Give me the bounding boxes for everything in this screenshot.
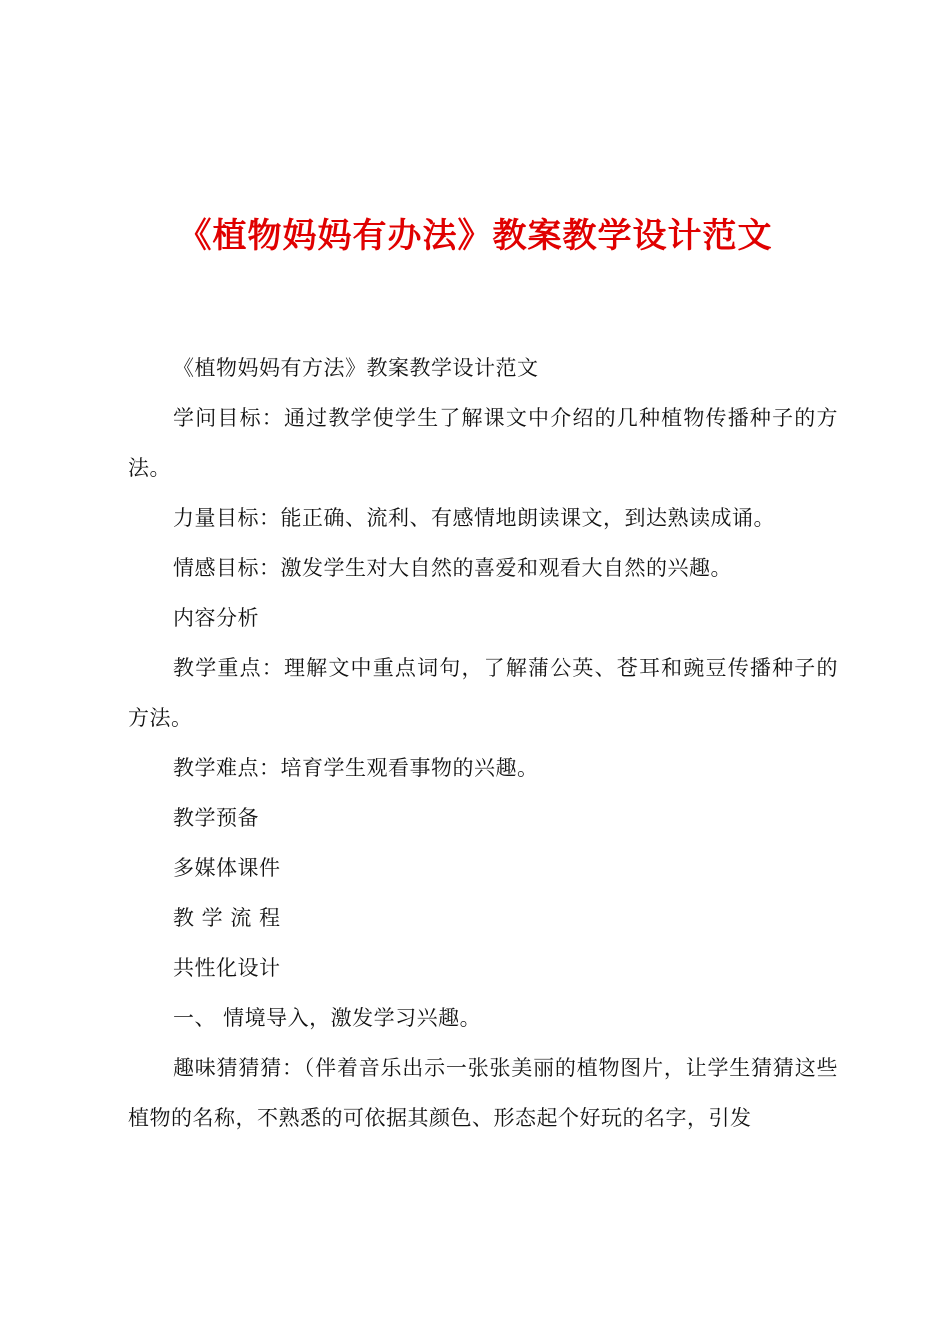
- section-heading: 教学预备: [173, 806, 259, 830]
- paragraph: 多媒体课件: [173, 856, 281, 880]
- paragraph: 力量目标：能正确、流利、有感情地朗读课文，到达熟读成诵。: [173, 506, 775, 530]
- section-heading: 教 学 流 程: [173, 906, 281, 930]
- paragraph: 教学难点：培育学生观看事物的兴趣。: [173, 756, 539, 780]
- document-title: 《植物妈妈有办法》教案教学设计范文: [177, 216, 773, 256]
- paragraph: 《植物妈妈有方法》教案教学设计范文: [173, 356, 539, 380]
- paragraph: 趣味猜猜猜：（伴着音乐出示一张张美丽的植物图片，让学生猜猜这些植物的名称，不熟悉的可依据其颜色、形态起个好玩的名字，引发: [128, 1056, 838, 1130]
- paragraph: 情感目标：激发学生对大自然的喜爱和观看大自然的兴趣。: [173, 556, 732, 580]
- paragraph: 学问目标：通过教学使学生了解课文中介绍的几种植物传播种子的方法。: [128, 406, 838, 480]
- section-heading: 一、 情境导入，激发学习兴趣。: [173, 1006, 482, 1030]
- section-heading: 共性化设计: [173, 956, 281, 980]
- section-heading: 内容分析: [173, 606, 259, 630]
- paragraph: 教学重点：理解文中重点词句，了解蒲公英、苍耳和豌豆传播种子的方法。: [128, 656, 838, 730]
- document-body: [128, 343, 838, 1143]
